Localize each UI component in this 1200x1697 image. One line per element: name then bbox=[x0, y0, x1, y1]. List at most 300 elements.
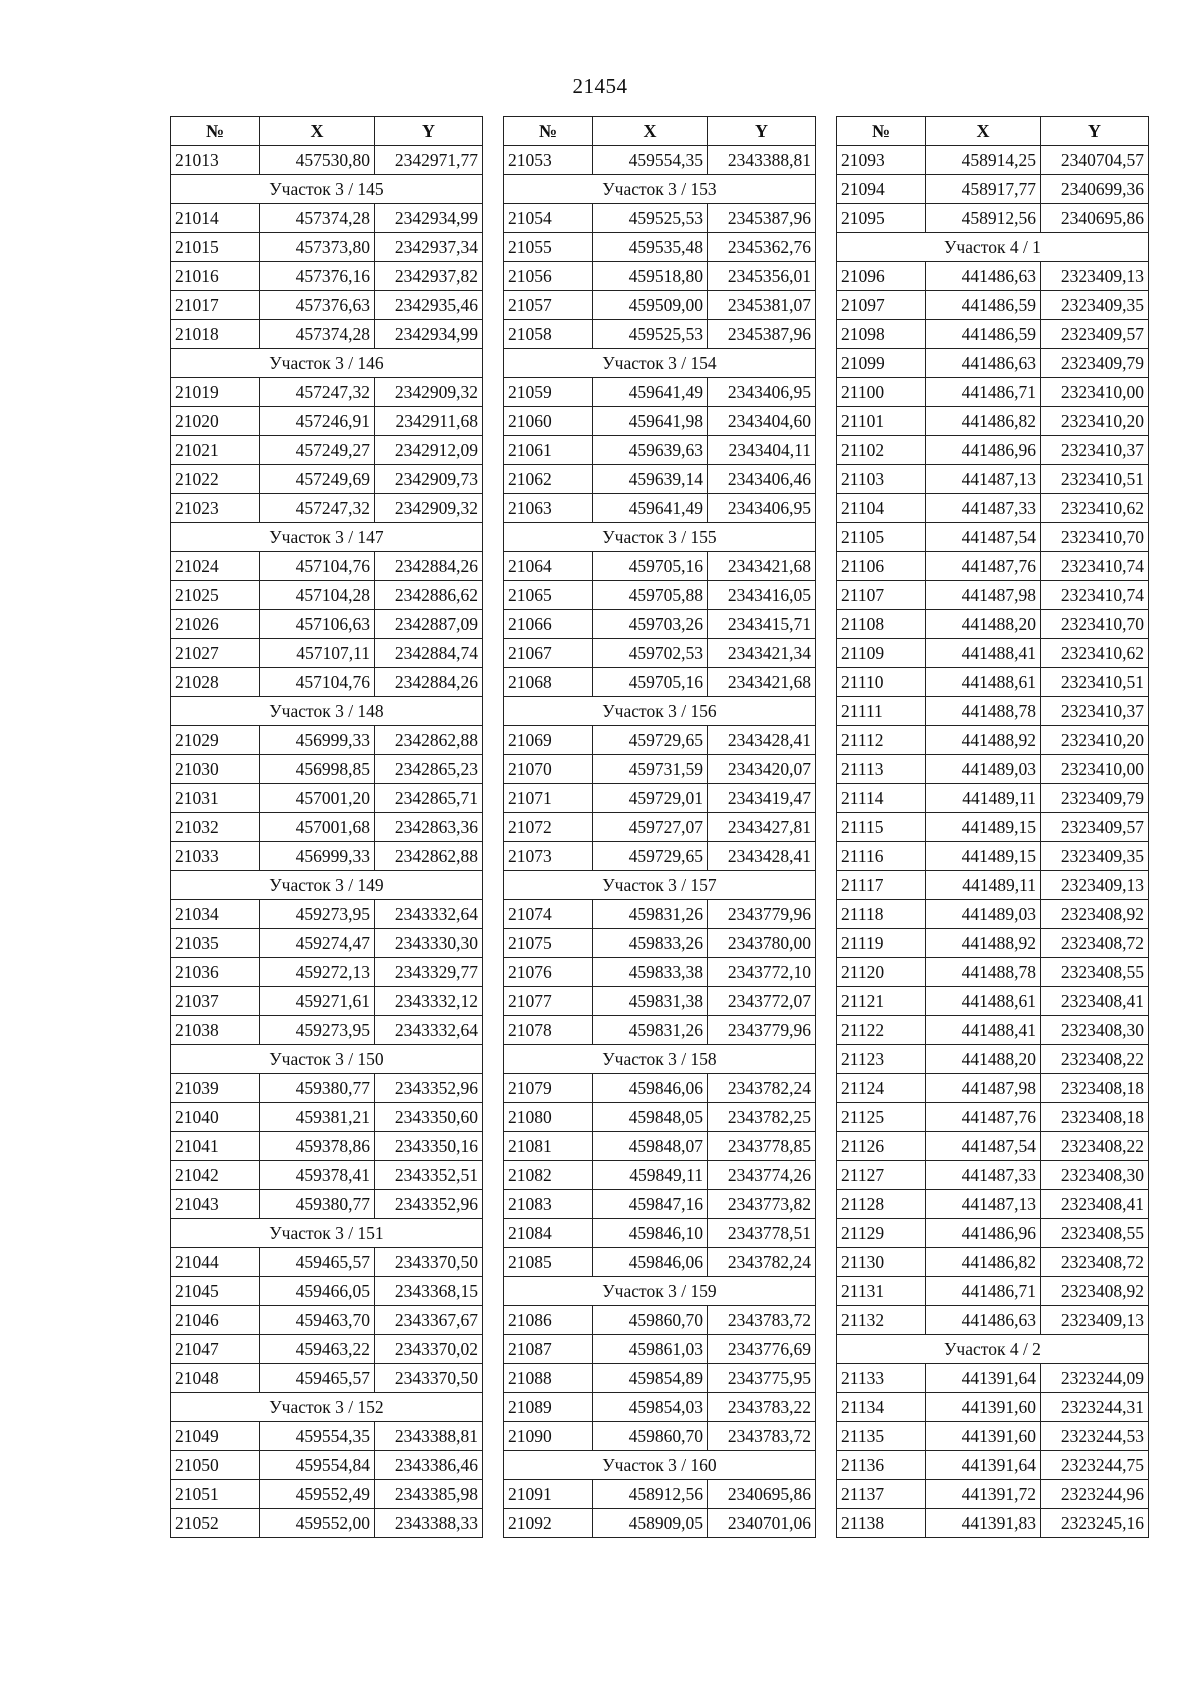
y-coordinate: 2323244,53 bbox=[1041, 1422, 1149, 1451]
section-row bbox=[837, 233, 1149, 262]
y-coordinate: 2323244,31 bbox=[1041, 1393, 1149, 1422]
y-coordinate: 2323409,35 bbox=[1041, 291, 1149, 320]
table-row bbox=[837, 958, 1149, 987]
section-title: Участок 3 / 158 bbox=[504, 1045, 816, 1074]
y-coordinate: 2323408,22 bbox=[1041, 1045, 1149, 1074]
point-number: 21043 bbox=[171, 1190, 260, 1219]
y-coordinate: 2345362,76 bbox=[708, 233, 816, 262]
point-number: 21067 bbox=[504, 639, 593, 668]
point-number: 21085 bbox=[504, 1248, 593, 1277]
y-coordinate: 2343775,95 bbox=[708, 1364, 816, 1393]
y-coordinate: 2323408,30 bbox=[1041, 1161, 1149, 1190]
point-number: 21058 bbox=[504, 320, 593, 349]
point-number: 21091 bbox=[504, 1480, 593, 1509]
point-number: 21016 bbox=[171, 262, 260, 291]
point-number: 21099 bbox=[837, 349, 926, 378]
x-coordinate: 441489,15 bbox=[926, 813, 1041, 842]
x-coordinate: 459554,35 bbox=[260, 1422, 375, 1451]
y-coordinate: 2342934,99 bbox=[375, 204, 483, 233]
y-coordinate: 2323408,41 bbox=[1041, 987, 1149, 1016]
x-coordinate: 459273,95 bbox=[260, 1016, 375, 1045]
table-row bbox=[171, 436, 483, 465]
table-row bbox=[837, 552, 1149, 581]
table-row bbox=[171, 1103, 483, 1132]
y-coordinate: 2323410,74 bbox=[1041, 581, 1149, 610]
table-row bbox=[171, 262, 483, 291]
x-coordinate: 457246,91 bbox=[260, 407, 375, 436]
point-number: 21104 bbox=[837, 494, 926, 523]
table-row bbox=[504, 1190, 816, 1219]
section-title: Участок 3 / 159 bbox=[504, 1277, 816, 1306]
section-row bbox=[504, 871, 816, 900]
table-row bbox=[171, 146, 483, 175]
y-coordinate: 2343773,82 bbox=[708, 1190, 816, 1219]
y-coordinate: 2343406,95 bbox=[708, 378, 816, 407]
point-number: 21033 bbox=[171, 842, 260, 871]
y-coordinate: 2342865,71 bbox=[375, 784, 483, 813]
point-number: 21034 bbox=[171, 900, 260, 929]
y-coordinate: 2342865,23 bbox=[375, 755, 483, 784]
x-coordinate: 459861,03 bbox=[593, 1335, 708, 1364]
table-row bbox=[837, 726, 1149, 755]
x-coordinate: 459466,05 bbox=[260, 1277, 375, 1306]
y-coordinate: 2343350,60 bbox=[375, 1103, 483, 1132]
point-number: 21097 bbox=[837, 291, 926, 320]
x-coordinate: 459860,70 bbox=[593, 1306, 708, 1335]
table-row bbox=[837, 929, 1149, 958]
y-coordinate: 2343352,96 bbox=[375, 1190, 483, 1219]
point-number: 21019 bbox=[171, 378, 260, 407]
y-coordinate: 2323408,92 bbox=[1041, 900, 1149, 929]
y-coordinate: 2343388,81 bbox=[708, 146, 816, 175]
x-coordinate: 441489,11 bbox=[926, 871, 1041, 900]
section-row bbox=[504, 1045, 816, 1074]
point-number: 21080 bbox=[504, 1103, 593, 1132]
section-title: Участок 3 / 154 bbox=[504, 349, 816, 378]
point-number: 21100 bbox=[837, 378, 926, 407]
y-coordinate: 2323408,72 bbox=[1041, 929, 1149, 958]
point-number: 21114 bbox=[837, 784, 926, 813]
table-row bbox=[171, 1190, 483, 1219]
point-number: 21014 bbox=[171, 204, 260, 233]
x-coordinate: 441489,03 bbox=[926, 755, 1041, 784]
x-coordinate: 459509,00 bbox=[593, 291, 708, 320]
x-coordinate: 456998,85 bbox=[260, 755, 375, 784]
point-number: 21109 bbox=[837, 639, 926, 668]
y-coordinate: 2323408,55 bbox=[1041, 958, 1149, 987]
point-number: 21059 bbox=[504, 378, 593, 407]
y-coordinate: 2343370,02 bbox=[375, 1335, 483, 1364]
x-coordinate: 459381,21 bbox=[260, 1103, 375, 1132]
table-row bbox=[171, 813, 483, 842]
y-coordinate: 2323408,92 bbox=[1041, 1277, 1149, 1306]
y-coordinate: 2342937,82 bbox=[375, 262, 483, 291]
y-coordinate: 2342863,36 bbox=[375, 813, 483, 842]
table-row bbox=[171, 1509, 483, 1538]
point-number: 21081 bbox=[504, 1132, 593, 1161]
header-number: № bbox=[504, 117, 593, 146]
x-coordinate: 459380,77 bbox=[260, 1190, 375, 1219]
y-coordinate: 2343332,64 bbox=[375, 1016, 483, 1045]
y-coordinate: 2342935,46 bbox=[375, 291, 483, 320]
point-number: 21072 bbox=[504, 813, 593, 842]
x-coordinate: 459274,47 bbox=[260, 929, 375, 958]
table-row bbox=[504, 1219, 816, 1248]
table-row bbox=[171, 900, 483, 929]
section-title: Участок 3 / 156 bbox=[504, 697, 816, 726]
x-coordinate: 459552,00 bbox=[260, 1509, 375, 1538]
y-coordinate: 2343782,24 bbox=[708, 1248, 816, 1277]
section-row bbox=[171, 1045, 483, 1074]
point-number: 21056 bbox=[504, 262, 593, 291]
x-coordinate: 459463,70 bbox=[260, 1306, 375, 1335]
x-coordinate: 441486,63 bbox=[926, 1306, 1041, 1335]
point-number: 21050 bbox=[171, 1451, 260, 1480]
y-coordinate: 2323408,72 bbox=[1041, 1248, 1149, 1277]
table-row bbox=[504, 552, 816, 581]
x-coordinate: 459273,95 bbox=[260, 900, 375, 929]
point-number: 21023 bbox=[171, 494, 260, 523]
section-row bbox=[837, 1335, 1149, 1364]
point-number: 21027 bbox=[171, 639, 260, 668]
y-coordinate: 2343421,68 bbox=[708, 668, 816, 697]
point-number: 21020 bbox=[171, 407, 260, 436]
table-row bbox=[171, 784, 483, 813]
point-number: 21052 bbox=[171, 1509, 260, 1538]
table-row bbox=[171, 581, 483, 610]
point-number: 21088 bbox=[504, 1364, 593, 1393]
section-row bbox=[171, 523, 483, 552]
y-coordinate: 2323408,55 bbox=[1041, 1219, 1149, 1248]
table-row bbox=[837, 523, 1149, 552]
point-number: 21038 bbox=[171, 1016, 260, 1045]
table-row bbox=[171, 1248, 483, 1277]
x-coordinate: 458917,77 bbox=[926, 175, 1041, 204]
x-coordinate: 457374,28 bbox=[260, 204, 375, 233]
x-coordinate: 441391,83 bbox=[926, 1509, 1041, 1538]
y-coordinate: 2323410,51 bbox=[1041, 668, 1149, 697]
table-row bbox=[837, 1132, 1149, 1161]
x-coordinate: 459854,03 bbox=[593, 1393, 708, 1422]
point-number: 21107 bbox=[837, 581, 926, 610]
x-coordinate: 441488,41 bbox=[926, 1016, 1041, 1045]
y-coordinate: 2340699,36 bbox=[1041, 175, 1149, 204]
table-row bbox=[171, 204, 483, 233]
x-coordinate: 459465,57 bbox=[260, 1364, 375, 1393]
table-row bbox=[504, 668, 816, 697]
point-number: 21044 bbox=[171, 1248, 260, 1277]
point-number: 21018 bbox=[171, 320, 260, 349]
y-coordinate: 2323408,18 bbox=[1041, 1103, 1149, 1132]
y-coordinate: 2343388,81 bbox=[375, 1422, 483, 1451]
y-coordinate: 2323410,74 bbox=[1041, 552, 1149, 581]
y-coordinate: 2342912,09 bbox=[375, 436, 483, 465]
x-coordinate: 441391,64 bbox=[926, 1364, 1041, 1393]
x-coordinate: 441486,82 bbox=[926, 1248, 1041, 1277]
point-number: 21120 bbox=[837, 958, 926, 987]
section-title: Участок 3 / 146 bbox=[171, 349, 483, 378]
y-coordinate: 2343332,12 bbox=[375, 987, 483, 1016]
point-number: 21095 bbox=[837, 204, 926, 233]
y-coordinate: 2343778,51 bbox=[708, 1219, 816, 1248]
y-coordinate: 2323408,41 bbox=[1041, 1190, 1149, 1219]
point-number: 21074 bbox=[504, 900, 593, 929]
y-coordinate: 2323408,18 bbox=[1041, 1074, 1149, 1103]
y-coordinate: 2343329,77 bbox=[375, 958, 483, 987]
x-coordinate: 457247,32 bbox=[260, 494, 375, 523]
table-row bbox=[171, 668, 483, 697]
point-number: 21130 bbox=[837, 1248, 926, 1277]
table-row bbox=[837, 146, 1149, 175]
y-coordinate: 2343772,10 bbox=[708, 958, 816, 987]
y-coordinate: 2323410,37 bbox=[1041, 436, 1149, 465]
table-row bbox=[837, 494, 1149, 523]
x-coordinate: 459380,77 bbox=[260, 1074, 375, 1103]
table-row bbox=[837, 668, 1149, 697]
point-number: 21015 bbox=[171, 233, 260, 262]
point-number: 21055 bbox=[504, 233, 593, 262]
y-coordinate: 2323410,20 bbox=[1041, 726, 1149, 755]
table-row bbox=[504, 378, 816, 407]
x-coordinate: 441488,20 bbox=[926, 1045, 1041, 1074]
table-row bbox=[837, 871, 1149, 900]
section-row bbox=[171, 175, 483, 204]
table-row bbox=[504, 987, 816, 1016]
y-coordinate: 2343370,50 bbox=[375, 1248, 483, 1277]
table-row bbox=[837, 1190, 1149, 1219]
point-number: 21126 bbox=[837, 1132, 926, 1161]
point-number: 21063 bbox=[504, 494, 593, 523]
x-coordinate: 441391,60 bbox=[926, 1393, 1041, 1422]
table-row bbox=[504, 494, 816, 523]
section-title: Участок 3 / 151 bbox=[171, 1219, 483, 1248]
point-number: 21121 bbox=[837, 987, 926, 1016]
y-coordinate: 2342937,34 bbox=[375, 233, 483, 262]
table-row bbox=[837, 349, 1149, 378]
y-coordinate: 2323409,13 bbox=[1041, 1306, 1149, 1335]
point-number: 21045 bbox=[171, 1277, 260, 1306]
y-coordinate: 2323410,62 bbox=[1041, 494, 1149, 523]
y-coordinate: 2345381,07 bbox=[708, 291, 816, 320]
point-number: 21116 bbox=[837, 842, 926, 871]
y-coordinate: 2342911,68 bbox=[375, 407, 483, 436]
y-coordinate: 2342884,26 bbox=[375, 552, 483, 581]
x-coordinate: 441487,13 bbox=[926, 1190, 1041, 1219]
table-row bbox=[504, 1016, 816, 1045]
x-coordinate: 457001,20 bbox=[260, 784, 375, 813]
point-number: 21042 bbox=[171, 1161, 260, 1190]
table-row bbox=[504, 958, 816, 987]
x-coordinate: 456999,33 bbox=[260, 726, 375, 755]
section-title: Участок 3 / 147 bbox=[171, 523, 483, 552]
x-coordinate: 458912,56 bbox=[593, 1480, 708, 1509]
section-row bbox=[504, 1451, 816, 1480]
y-coordinate: 2343352,51 bbox=[375, 1161, 483, 1190]
table-row bbox=[171, 1306, 483, 1335]
y-coordinate: 2343415,71 bbox=[708, 610, 816, 639]
table-row bbox=[504, 639, 816, 668]
point-number: 21032 bbox=[171, 813, 260, 842]
x-coordinate: 459847,16 bbox=[593, 1190, 708, 1219]
x-coordinate: 459729,65 bbox=[593, 842, 708, 871]
x-coordinate: 459378,41 bbox=[260, 1161, 375, 1190]
x-coordinate: 457530,80 bbox=[260, 146, 375, 175]
point-number: 21021 bbox=[171, 436, 260, 465]
table-row bbox=[171, 465, 483, 494]
point-number: 21035 bbox=[171, 929, 260, 958]
point-number: 21028 bbox=[171, 668, 260, 697]
table-row bbox=[504, 929, 816, 958]
y-coordinate: 2342971,77 bbox=[375, 146, 483, 175]
table-row bbox=[504, 146, 816, 175]
y-coordinate: 2342886,62 bbox=[375, 581, 483, 610]
x-coordinate: 458909,05 bbox=[593, 1509, 708, 1538]
x-coordinate: 459552,49 bbox=[260, 1480, 375, 1509]
point-number: 21137 bbox=[837, 1480, 926, 1509]
y-coordinate: 2343406,46 bbox=[708, 465, 816, 494]
point-number: 21103 bbox=[837, 465, 926, 494]
y-coordinate: 2343420,07 bbox=[708, 755, 816, 784]
table-row bbox=[837, 407, 1149, 436]
x-coordinate: 459639,63 bbox=[593, 436, 708, 465]
table-row bbox=[837, 1422, 1149, 1451]
table-row bbox=[504, 1161, 816, 1190]
table-row bbox=[504, 1335, 816, 1364]
table-row bbox=[504, 610, 816, 639]
point-number: 21047 bbox=[171, 1335, 260, 1364]
y-coordinate: 2323244,75 bbox=[1041, 1451, 1149, 1480]
x-coordinate: 441486,63 bbox=[926, 262, 1041, 291]
x-coordinate: 459641,98 bbox=[593, 407, 708, 436]
table-row bbox=[171, 842, 483, 871]
section-title: Участок 3 / 148 bbox=[171, 697, 483, 726]
section-title: Участок 3 / 149 bbox=[171, 871, 483, 900]
table-row bbox=[837, 1161, 1149, 1190]
point-number: 21129 bbox=[837, 1219, 926, 1248]
point-number: 21082 bbox=[504, 1161, 593, 1190]
y-coordinate: 2323244,96 bbox=[1041, 1480, 1149, 1509]
y-coordinate: 2340695,86 bbox=[1041, 204, 1149, 233]
point-number: 21048 bbox=[171, 1364, 260, 1393]
y-coordinate: 2343352,96 bbox=[375, 1074, 483, 1103]
x-coordinate: 459272,13 bbox=[260, 958, 375, 987]
table-row bbox=[837, 1248, 1149, 1277]
x-coordinate: 441486,71 bbox=[926, 1277, 1041, 1306]
x-coordinate: 441487,13 bbox=[926, 465, 1041, 494]
point-number: 21122 bbox=[837, 1016, 926, 1045]
x-coordinate: 459703,26 bbox=[593, 610, 708, 639]
y-coordinate: 2343428,41 bbox=[708, 842, 816, 871]
x-coordinate: 459846,06 bbox=[593, 1248, 708, 1277]
table-row bbox=[837, 1219, 1149, 1248]
x-coordinate: 457104,76 bbox=[260, 668, 375, 697]
y-coordinate: 2323408,30 bbox=[1041, 1016, 1149, 1045]
x-coordinate: 459702,53 bbox=[593, 639, 708, 668]
y-coordinate: 2343421,68 bbox=[708, 552, 816, 581]
table-row bbox=[504, 726, 816, 755]
x-coordinate: 441488,61 bbox=[926, 987, 1041, 1016]
point-number: 21087 bbox=[504, 1335, 593, 1364]
section-title: Участок 4 / 2 bbox=[837, 1335, 1149, 1364]
y-coordinate: 2340701,06 bbox=[708, 1509, 816, 1538]
y-coordinate: 2343783,72 bbox=[708, 1422, 816, 1451]
y-coordinate: 2323410,00 bbox=[1041, 378, 1149, 407]
y-coordinate: 2343772,07 bbox=[708, 987, 816, 1016]
y-coordinate: 2345387,96 bbox=[708, 320, 816, 349]
y-coordinate: 2345356,01 bbox=[708, 262, 816, 291]
point-number: 21098 bbox=[837, 320, 926, 349]
point-number: 21062 bbox=[504, 465, 593, 494]
section-row bbox=[504, 349, 816, 378]
table-row bbox=[504, 1422, 816, 1451]
point-number: 21017 bbox=[171, 291, 260, 320]
point-number: 21123 bbox=[837, 1045, 926, 1074]
point-number: 21066 bbox=[504, 610, 593, 639]
table-row bbox=[837, 1480, 1149, 1509]
y-coordinate: 2343330,30 bbox=[375, 929, 483, 958]
x-coordinate: 457376,16 bbox=[260, 262, 375, 291]
point-number: 21102 bbox=[837, 436, 926, 465]
table-row bbox=[837, 581, 1149, 610]
x-coordinate: 457106,63 bbox=[260, 610, 375, 639]
x-coordinate: 459641,49 bbox=[593, 378, 708, 407]
point-number: 21128 bbox=[837, 1190, 926, 1219]
y-coordinate: 2343421,34 bbox=[708, 639, 816, 668]
x-coordinate: 458912,56 bbox=[926, 204, 1041, 233]
x-coordinate: 441489,15 bbox=[926, 842, 1041, 871]
x-coordinate: 457104,28 bbox=[260, 581, 375, 610]
table-row bbox=[504, 784, 816, 813]
section-title: Участок 3 / 150 bbox=[171, 1045, 483, 1074]
x-coordinate: 459465,57 bbox=[260, 1248, 375, 1277]
x-coordinate: 441487,98 bbox=[926, 1074, 1041, 1103]
y-coordinate: 2343385,98 bbox=[375, 1480, 483, 1509]
table-row bbox=[837, 1045, 1149, 1074]
y-coordinate: 2343783,22 bbox=[708, 1393, 816, 1422]
point-number: 21024 bbox=[171, 552, 260, 581]
point-number: 21134 bbox=[837, 1393, 926, 1422]
table-row bbox=[171, 378, 483, 407]
x-coordinate: 459729,01 bbox=[593, 784, 708, 813]
point-number: 21061 bbox=[504, 436, 593, 465]
table-row bbox=[837, 1277, 1149, 1306]
y-coordinate: 2323410,20 bbox=[1041, 407, 1149, 436]
x-coordinate: 459705,16 bbox=[593, 668, 708, 697]
x-coordinate: 441488,20 bbox=[926, 610, 1041, 639]
x-coordinate: 459831,26 bbox=[593, 900, 708, 929]
table-row bbox=[504, 1103, 816, 1132]
y-coordinate: 2343404,60 bbox=[708, 407, 816, 436]
section-row bbox=[171, 1393, 483, 1422]
table-row bbox=[837, 291, 1149, 320]
x-coordinate: 457374,28 bbox=[260, 320, 375, 349]
table-row bbox=[504, 436, 816, 465]
x-coordinate: 441489,03 bbox=[926, 900, 1041, 929]
point-number: 21118 bbox=[837, 900, 926, 929]
x-coordinate: 459833,26 bbox=[593, 929, 708, 958]
point-number: 21136 bbox=[837, 1451, 926, 1480]
x-coordinate: 441489,11 bbox=[926, 784, 1041, 813]
table-row bbox=[171, 987, 483, 1016]
table-row bbox=[504, 233, 816, 262]
point-number: 21106 bbox=[837, 552, 926, 581]
point-number: 21049 bbox=[171, 1422, 260, 1451]
table-row bbox=[171, 1335, 483, 1364]
point-number: 21013 bbox=[171, 146, 260, 175]
x-coordinate: 441391,72 bbox=[926, 1480, 1041, 1509]
section-row bbox=[504, 175, 816, 204]
x-coordinate: 441487,33 bbox=[926, 1161, 1041, 1190]
